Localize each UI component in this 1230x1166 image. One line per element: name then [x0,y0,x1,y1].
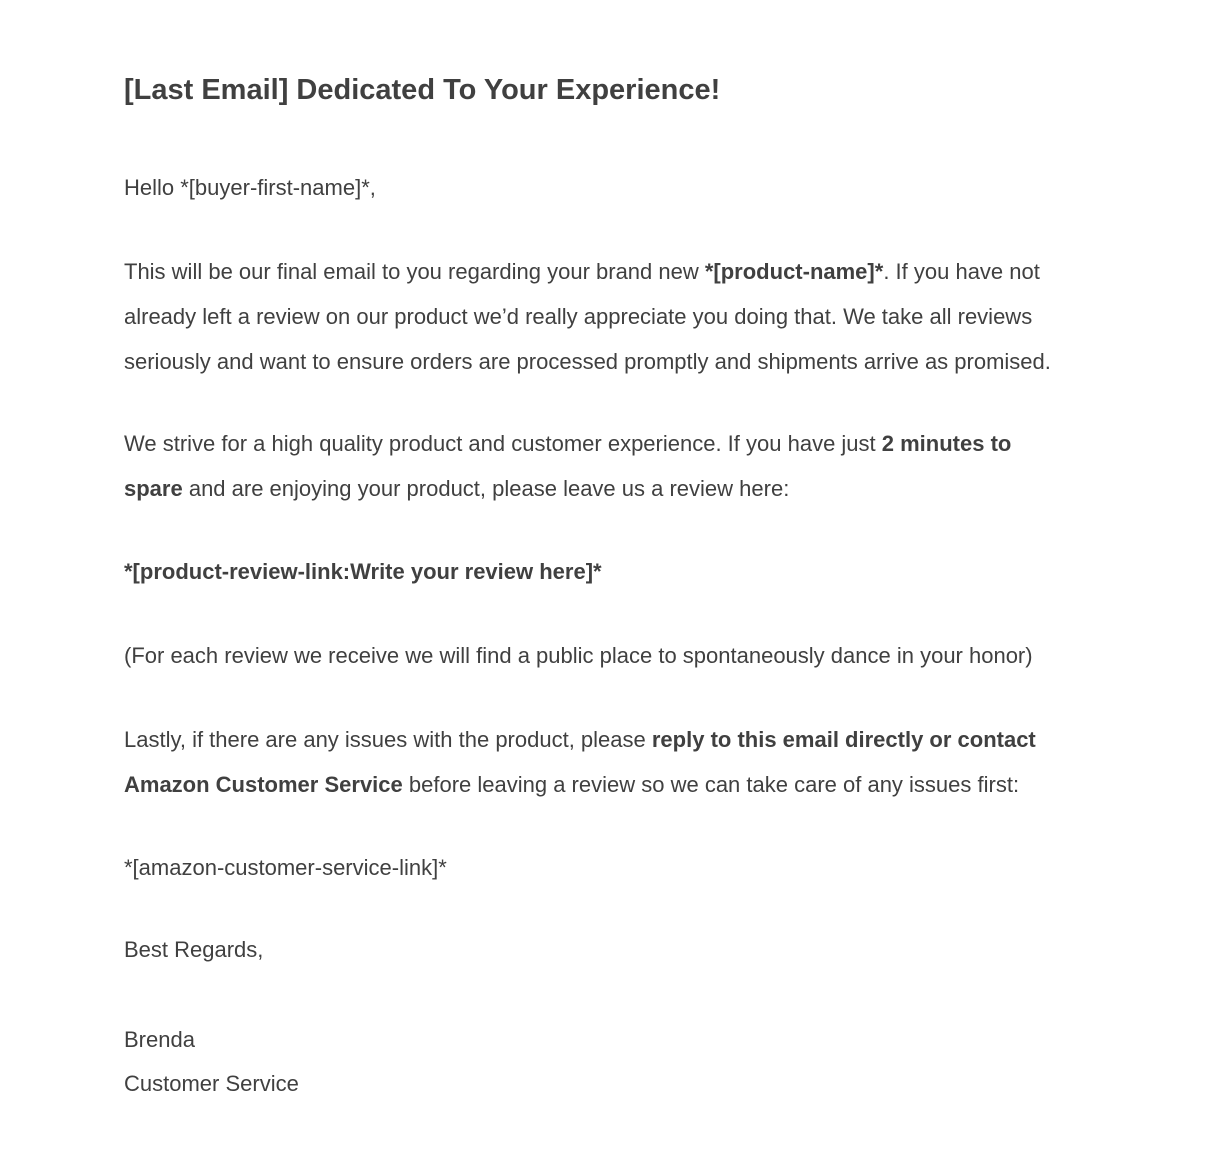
signature-name: Brenda [124,1027,195,1052]
customer-service-link-placeholder[interactable]: *[amazon-customer-service-link]* [124,855,447,880]
paragraph-review-request [124,421,1124,511]
closing: Best Regards, [124,937,264,962]
review-link-text[interactable]: *[product-review-link:Write your review here]* [124,559,602,584]
paragraph-line [124,421,1124,466]
text-span: We strive for a high quality product and customer experience. If you have just [124,431,882,456]
bold-text: 2 minutes to [881,431,1012,456]
bold-text: spare [124,476,183,501]
product-name-placeholder: *[product-name]* [704,259,884,284]
paragraph-line: seriously and want to ensure orders are processed promptly and shipments arrive as promised. [124,349,1051,374]
review-link-placeholder[interactable] [124,549,1124,594]
paragraph-issues [124,717,1124,807]
paragraph-line [124,466,1124,511]
email-title: [Last Email] Dedicated To Your Experience! [124,74,721,106]
bold-text: reply to this email directly or contact [651,727,1036,752]
text-span: This will be our final email to you regarding your brand new [124,259,705,284]
paragraph-line: already left a review on our product we’d really appreciate you doing that. We take all reviews [124,304,1033,329]
paragraph-line [124,717,1124,762]
bold-text: Amazon Customer Service [124,772,403,797]
signature-title: Customer Service [124,1071,299,1096]
paragraph-line [124,249,1124,294]
paragraph-line [124,762,1124,807]
text-span: and are enjoying your product, please leave us a review here: [182,476,790,501]
dance-note: (For each review we receive we will find a public place to spontaneously dance in your honor) [124,643,1033,668]
paragraph-final-email [124,249,1124,384]
text-span: before leaving a review so we can take care of any issues first: [402,772,1020,797]
text-span: Lastly, if there are any issues with the product, please [124,727,652,752]
text-span: . If you have not [883,259,1040,284]
greeting: Hello *[buyer-first-name]*, [124,175,376,200]
